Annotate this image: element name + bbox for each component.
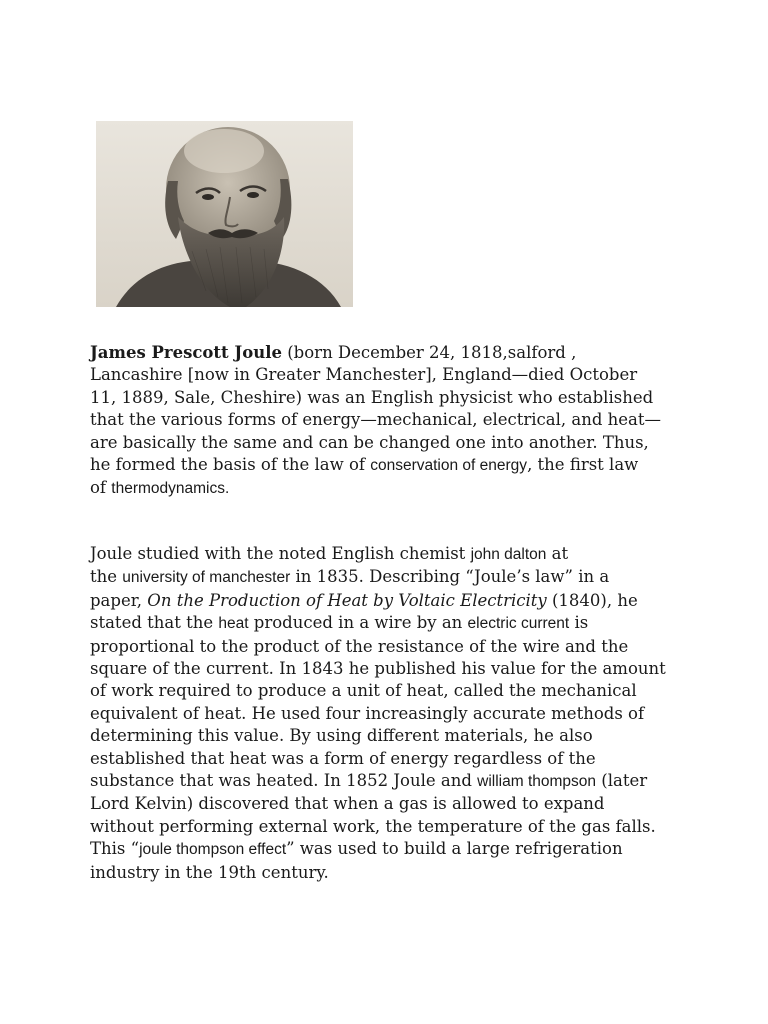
link-john-dalton[interactable]: john dalton [470, 546, 547, 563]
link-conservation-of-energy[interactable]: conservation of energy [370, 457, 528, 475]
p2-line-15: industry in the 19th century. [90, 862, 329, 882]
p2-line-2: the university of manchester in 1835. Describing “Joule’s law” in a [90, 567, 610, 587]
p1-line-6: he formed the basis of the law of conservation of energy, the first law [90, 455, 639, 475]
p2-line-14: This “joule thompson effect” was used to build a large refrigeration [90, 839, 623, 859]
link-university-of-manchester[interactable]: university of manchester [122, 569, 291, 587]
p1-line-3: 11, 1889, Sale, Cheshire) was an English physicist who established [90, 387, 654, 407]
p2-line-7: of work required to produce a unit of heat, called the mechanical [90, 681, 637, 701]
p2-line-9: determining this value. By using different materials, he also [90, 726, 593, 746]
p1-line-4: that the various forms of energy—mechanical, electrical, and heat— [90, 410, 662, 430]
p2-line-8: equivalent of heat. He used four increasingly accurate methods of [90, 703, 645, 723]
p2-line-4: stated that the heat produced in a wire by an electric current is [90, 613, 589, 633]
link-joule-thompson-effect[interactable]: joule thompson effect [139, 841, 287, 859]
link-william-thompson[interactable]: william thompson [477, 773, 597, 791]
link-thermodynamics[interactable]: thermodynamics [111, 480, 226, 498]
p1-line-1: James Prescott Joule (born December 24, 1818,salford , [90, 343, 577, 362]
p2-line-10: established that heat was a form of energy regardless of the [90, 748, 596, 768]
p1-line-2: Lancashire [now in Greater Manchester], England—died October [90, 365, 638, 385]
body-paragraph [90, 543, 690, 884]
paper-title: On the Production of Heat by Voltaic Electricity [147, 590, 547, 610]
intro-paragraph [90, 342, 690, 501]
p2-line-12: Lord Kelvin) discovered that when a gas is allowed to expand [90, 794, 605, 814]
p1-line-7: of thermodynamics. [90, 478, 230, 498]
subject-name: James Prescott Joule [90, 343, 282, 362]
p2-line-3: paper, On the Production of Heat by Voltaic Electricity (1840), he [90, 590, 638, 610]
p2-line-6: square of the current. In 1843 he published his value for the amount [90, 659, 666, 679]
portrait-image [96, 121, 353, 307]
link-electric-current[interactable]: electric current [467, 615, 570, 633]
p2-line-5: proportional to the product of the resistance of the wire and the [90, 636, 629, 656]
link-heat[interactable]: heat [218, 615, 249, 633]
p1-line-5: are basically the same and can be changed one into another. Thus, [90, 432, 649, 452]
portrait-engraving [96, 121, 353, 307]
p2-line-1: Joule studied with the noted English chemist john dalton at [90, 544, 569, 563]
p2-line-13: without performing external work, the temperature of the gas falls. [90, 816, 656, 836]
p2-line-11: substance that was heated. In 1852 Joule and william thompson (later [90, 771, 648, 791]
